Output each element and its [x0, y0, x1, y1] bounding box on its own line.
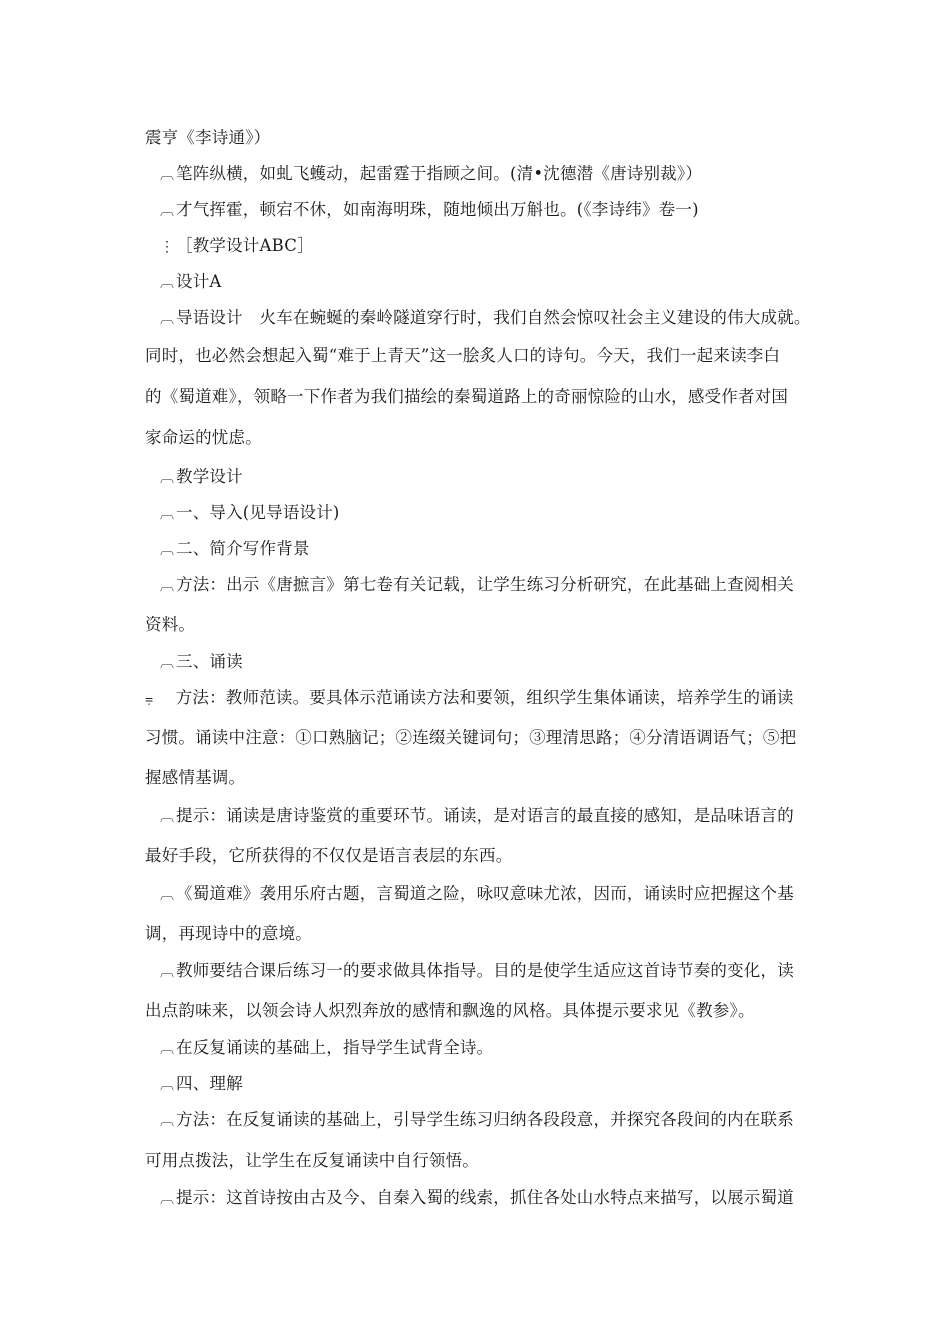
paragraph-marker: ⩦: [145, 691, 154, 707]
paragraph-text: 教师要结合课后练习一的要求做具体指导。目的是使学生适应这首诗节奏的变化，读: [176, 961, 794, 980]
paragraph-text: 出点韵味来，以领会诗人炽烈奔放的感情和飘逸的风格。具体提示要求见《教参》。: [145, 1001, 755, 1020]
paragraph-text: 最好手段，它所获得的不仅仅是语言表层的东西。: [145, 846, 513, 865]
paragraph-text: 的《蜀道难》，领略一下作者为我们描绘的秦蜀道路上的奇丽惊险的山水，感受作者对国: [145, 387, 789, 406]
text-line: [160, 883, 794, 906]
text-line: [160, 235, 314, 258]
text-line: [160, 574, 794, 597]
paragraph-text: 设计A: [176, 272, 222, 291]
text-line: [160, 538, 310, 561]
text-line: [160, 1037, 493, 1060]
paragraph-marker: ︹: [160, 1041, 175, 1057]
text-line: [160, 651, 243, 674]
text-line: [145, 1150, 479, 1172]
paragraph-marker: ︹: [160, 542, 175, 558]
paragraph-marker: ︹: [160, 167, 175, 183]
paragraph-text: 调，再现诗中的意境。: [145, 924, 312, 943]
text-line: [160, 1187, 794, 1210]
text-line: [145, 127, 270, 149]
text-line: [145, 923, 312, 945]
paragraph-marker: ︹: [160, 470, 175, 486]
text-line: [145, 767, 245, 789]
paragraph-marker: ︹: [160, 311, 175, 327]
text-line: [160, 1109, 794, 1132]
paragraph-text: 三、诵读: [176, 652, 243, 671]
paragraph-text: 导语设计 火车在蜿蜒的秦岭隧道穿行时，我们自然会惊叹社会主义建设的伟大成就。: [176, 308, 811, 327]
paragraph-marker: ︹: [160, 203, 175, 219]
text-line: [160, 163, 702, 186]
text-line: [145, 1000, 755, 1022]
paragraph-marker: ⋮: [160, 239, 175, 255]
paragraph-marker: ︹: [160, 578, 175, 594]
paragraph-marker: ︹: [160, 1191, 175, 1207]
text-line: [145, 427, 262, 449]
text-line: [160, 466, 243, 489]
paragraph-text: 握感情基调。: [145, 768, 246, 787]
text-line: [160, 805, 794, 828]
paragraph-text: 二、简介写作背景: [176, 539, 310, 558]
paragraph-text: 家命运的忧虑。: [145, 428, 262, 447]
paragraph-text: 在反复诵读的基础上，指导学生试背全诗。: [176, 1038, 494, 1057]
paragraph-text: 《蜀道难》袭用乐府古题，言蜀道之险，咏叹意味尤浓，因而，诵读时应把握这个基: [176, 884, 794, 903]
paragraph-marker: ︹: [160, 655, 175, 671]
paragraph-marker: ︹: [160, 964, 175, 980]
paragraph-text: 提示：这首诗按由古及今、自秦入蜀的线索，抓住各处山水特点来描写，以展示蜀道: [176, 1188, 794, 1207]
text-line: [145, 386, 788, 408]
paragraph-text: ［教学设计ABC］: [176, 236, 314, 255]
paragraph-marker: ︹: [160, 1113, 175, 1129]
text-line: [145, 845, 512, 867]
text-line: [160, 960, 794, 983]
text-line: [160, 1073, 243, 1096]
text-line: [160, 307, 811, 330]
paragraph-text: 同时，也必然会想起入蜀“难于上青天”这一脍炙人口的诗句。今天，我们一起来读李白: [145, 346, 781, 365]
text-line: [160, 271, 222, 294]
text-line: [160, 199, 699, 222]
paragraph-text: 可用点拨法，让学生在反复诵读中自行领悟。: [145, 1151, 479, 1170]
paragraph-marker: ︹: [160, 887, 175, 903]
paragraph-text: 一、导入(见导语设计): [176, 503, 340, 522]
paragraph-marker: ︹: [160, 1077, 175, 1093]
paragraph-text: 方法：在反复诵读的基础上，引导学生练习归纳各段段意，并探究各段间的内在联系: [176, 1110, 794, 1129]
paragraph-text: 教学设计: [176, 467, 243, 486]
text-line: [145, 614, 195, 636]
paragraph-marker: ︹: [160, 809, 175, 825]
paragraph-text: 资料。: [145, 615, 196, 634]
paragraph-text: 笔阵纵横，如虬飞蠖动，起雷霆于指顾之间。(清•沈德潜《唐诗别裁》）: [176, 164, 703, 183]
paragraph-text: 方法：出示《唐摭言》第七卷有关记载，让学生练习分析研究，在此基础上查阅相关: [176, 575, 794, 594]
paragraph-text: 才气挥霍，顿宕不休，如南海明珠，随地倾出万斛也。(《李诗纬》卷一): [176, 200, 699, 219]
paragraph-marker: ︹: [160, 275, 175, 291]
paragraph-marker: ︹: [160, 506, 175, 522]
text-line: [145, 345, 780, 367]
text-line: [145, 727, 796, 749]
paragraph-text: 提示：诵读是唐诗鉴赏的重要环节。诵读，是对语言的最直接的感知，是品味语言的: [176, 806, 794, 825]
paragraph-text: 方法：教师范读。要具体示范诵读方法和要领，组织学生集体诵读，培养学生的诵读: [159, 688, 794, 707]
text-line: [160, 502, 340, 525]
paragraph-text: 四、理解: [176, 1074, 243, 1093]
text-line: [145, 687, 794, 710]
paragraph-text: 震亨《李诗通》）: [145, 128, 271, 147]
paragraph-text: 习惯。诵读中注意：①口熟脑记；②连缀关键词句；③理清思路；④分清语调语气；⑤把: [145, 728, 797, 747]
